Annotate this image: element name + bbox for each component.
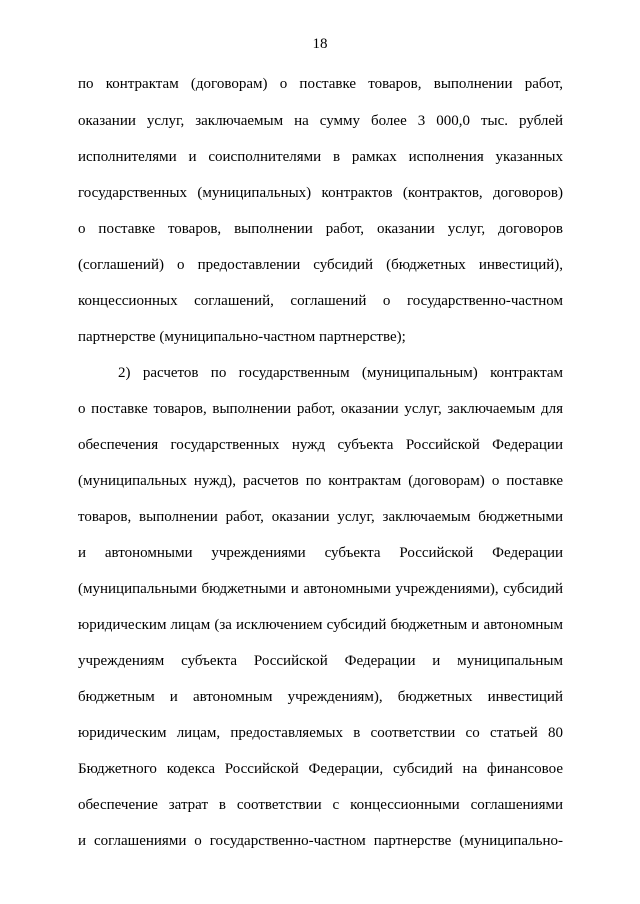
text-line: (муниципальными бюджетными и автономными учреждениями), субсидий <box>78 581 563 597</box>
text-line: товаров, выполнении работ, оказании услуг, заключаемым бюджетными <box>78 509 563 525</box>
text-line: и соглашениями о государственно-частном партнерстве (муниципально- <box>78 833 563 849</box>
text-line: обеспечения государственных нужд субъекта Российской Федерации <box>78 437 563 453</box>
text-line: государственных (муниципальных) контрактов (контрактов, договоров) <box>78 185 563 201</box>
text-line: и автономными учреждениями субъекта Российской Федерации <box>78 545 563 561</box>
text-line: юридическим лицам (за исключением субсидий бюджетным и автономным <box>78 617 563 633</box>
text-line: 2) расчетов по государственным (муниципальным) контрактам <box>118 365 563 381</box>
text-line: партнерстве (муниципально-частном партнерстве); <box>78 329 406 345</box>
text-line: по контрактам (договорам) о поставке товаров, выполнении работ, <box>78 76 563 92</box>
text-line: бюджетным и автономным учреждениям), бюджетных инвестиций <box>78 689 563 705</box>
page-number: 18 <box>312 36 328 52</box>
text-line: учреждениям субъекта Российской Федерации и муниципальным <box>78 653 563 669</box>
text-line: юридическим лицам, предоставляемых в соответствии со статьей 80 <box>78 725 563 741</box>
text-line: концессионных соглашений, соглашений о государственно-частном <box>78 293 563 309</box>
text-line: обеспечение затрат в соответствии с концессионными соглашениями <box>78 797 563 813</box>
text-line: (соглашений) о предоставлении субсидий (бюджетных инвестиций), <box>78 257 563 273</box>
text-line: о поставке товаров, выполнении работ, оказании услуг, заключаемым для <box>78 401 563 417</box>
text-line: исполнителями и соисполнителями в рамках исполнения указанных <box>78 149 563 165</box>
text-line: (муниципальных нужд), расчетов по контрактам (договорам) о поставке <box>78 473 563 489</box>
text-line: о поставке товаров, выполнении работ, оказании услуг, договоров <box>78 221 563 237</box>
text-line: оказании услуг, заключаемым на сумму более 3 000,0 тыс. рублей <box>78 113 563 129</box>
text-line: Бюджетного кодекса Российской Федерации, субсидий на финансовое <box>78 761 563 777</box>
